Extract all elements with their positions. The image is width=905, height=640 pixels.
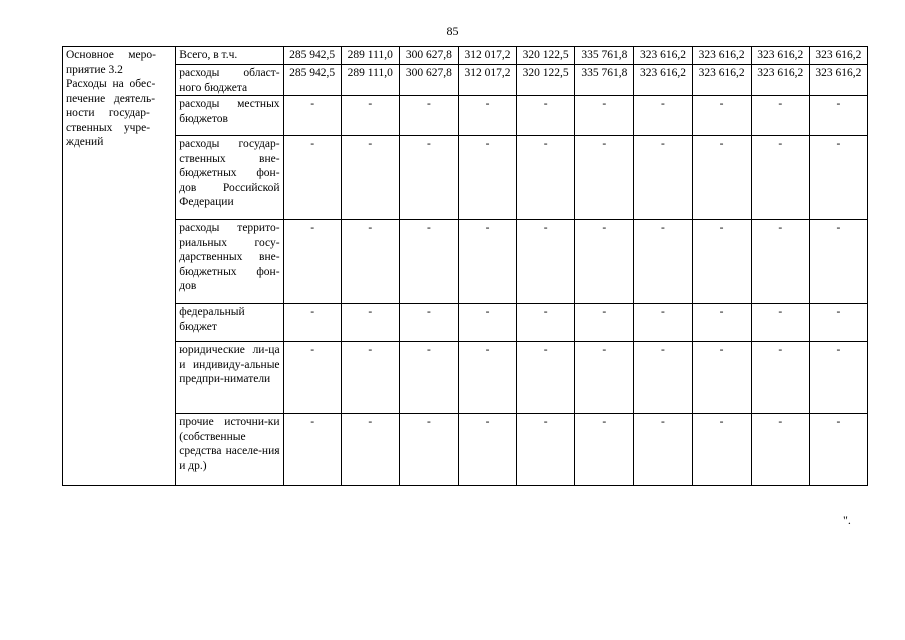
activity-line: Расходы на обес- bbox=[66, 78, 156, 90]
value-cell: 323 616,2 bbox=[809, 47, 867, 65]
table-row bbox=[63, 342, 868, 414]
value-cell: - bbox=[517, 304, 575, 342]
table-row bbox=[63, 96, 868, 136]
value-cell: - bbox=[751, 414, 809, 486]
value-cell: - bbox=[399, 342, 458, 414]
value-cell: 323 616,2 bbox=[751, 47, 809, 65]
value-cell: - bbox=[751, 96, 809, 136]
value-cell: - bbox=[517, 220, 575, 304]
value-cell: - bbox=[634, 304, 692, 342]
table-row bbox=[63, 136, 868, 220]
value-cell: 323 616,2 bbox=[751, 65, 809, 96]
value-cell: - bbox=[341, 414, 399, 486]
value-cell: - bbox=[634, 220, 692, 304]
value-cell: 335 761,8 bbox=[575, 65, 634, 96]
value-cell: 323 616,2 bbox=[634, 47, 692, 65]
value-cell: - bbox=[517, 136, 575, 220]
value-cell: - bbox=[341, 342, 399, 414]
budget-table bbox=[62, 46, 868, 486]
funding-source-cell: расходы област-ного бюджета bbox=[176, 65, 283, 96]
value-cell: - bbox=[458, 304, 516, 342]
value-cell: - bbox=[458, 414, 516, 486]
value-cell: - bbox=[575, 96, 634, 136]
value-cell: - bbox=[517, 96, 575, 136]
value-cell: - bbox=[809, 220, 867, 304]
table-row bbox=[63, 220, 868, 304]
activity-cell bbox=[63, 47, 176, 486]
value-cell: - bbox=[458, 136, 516, 220]
value-cell: - bbox=[634, 342, 692, 414]
value-cell: - bbox=[399, 414, 458, 486]
value-cell: - bbox=[399, 220, 458, 304]
value-cell: - bbox=[458, 96, 516, 136]
funding-source-cell: расходы террито-риальных госу-дарственных вне-бюджетных фон-дов bbox=[176, 220, 283, 304]
table-row bbox=[63, 304, 868, 342]
funding-source-cell: Всего, в т.ч. bbox=[176, 47, 283, 65]
value-cell: - bbox=[517, 414, 575, 486]
funding-source-cell: расходы государ-ственных вне-бюджетных фон-дов Российской Федерации bbox=[176, 136, 283, 220]
table-row bbox=[63, 414, 868, 486]
value-cell: - bbox=[399, 96, 458, 136]
value-cell: - bbox=[634, 136, 692, 220]
value-cell: 323 616,2 bbox=[809, 65, 867, 96]
value-cell: - bbox=[809, 342, 867, 414]
value-cell: - bbox=[458, 342, 516, 414]
value-cell: 300 627,8 bbox=[399, 65, 458, 96]
value-cell: 323 616,2 bbox=[692, 47, 751, 65]
value-cell: - bbox=[341, 96, 399, 136]
value-cell: - bbox=[283, 304, 341, 342]
table-row bbox=[63, 65, 868, 96]
value-cell: 289 111,0 bbox=[341, 47, 399, 65]
value-cell: 285 942,5 bbox=[283, 47, 341, 65]
funding-source-cell: расходы местных бюджетов bbox=[176, 96, 283, 136]
value-cell: - bbox=[809, 136, 867, 220]
budget-table-body bbox=[63, 47, 868, 486]
funding-source-cell: федеральный бюджет bbox=[176, 304, 283, 342]
value-cell: - bbox=[341, 136, 399, 220]
value-cell: - bbox=[399, 136, 458, 220]
value-cell: - bbox=[751, 342, 809, 414]
value-cell: - bbox=[751, 220, 809, 304]
value-cell: - bbox=[575, 304, 634, 342]
value-cell: - bbox=[692, 96, 751, 136]
value-cell: - bbox=[809, 96, 867, 136]
value-cell: - bbox=[751, 136, 809, 220]
value-cell: - bbox=[458, 220, 516, 304]
value-cell: - bbox=[575, 342, 634, 414]
value-cell: 285 942,5 bbox=[283, 65, 341, 96]
value-cell: - bbox=[809, 304, 867, 342]
value-cell: - bbox=[692, 304, 751, 342]
value-cell: 320 122,5 bbox=[517, 65, 575, 96]
funding-source-cell: прочие источни-ки (собственные средства населе-ния и др.) bbox=[176, 414, 283, 486]
value-cell: 320 122,5 bbox=[517, 47, 575, 65]
value-cell: - bbox=[575, 136, 634, 220]
value-cell: 335 761,8 bbox=[575, 47, 634, 65]
value-cell: - bbox=[809, 414, 867, 486]
value-cell: - bbox=[575, 414, 634, 486]
value-cell: - bbox=[341, 220, 399, 304]
value-cell: - bbox=[399, 304, 458, 342]
value-cell: 289 111,0 bbox=[341, 65, 399, 96]
value-cell: - bbox=[692, 414, 751, 486]
value-cell: - bbox=[634, 96, 692, 136]
activity-line: ности государ- bbox=[66, 107, 150, 119]
value-cell: - bbox=[634, 414, 692, 486]
value-cell: 312 017,2 bbox=[458, 65, 516, 96]
page-number: 85 bbox=[446, 24, 459, 38]
activity-line: Основное меро- bbox=[66, 49, 156, 61]
funding-source-cell: юридические ли-ца и индивиду-альные предпри-ниматели bbox=[176, 342, 283, 414]
value-cell: 312 017,2 bbox=[458, 47, 516, 65]
value-cell: - bbox=[517, 342, 575, 414]
value-cell: - bbox=[692, 220, 751, 304]
activity-line: печение деятель- bbox=[66, 92, 156, 105]
value-cell: - bbox=[692, 136, 751, 220]
value-cell: - bbox=[575, 220, 634, 304]
value-cell: 323 616,2 bbox=[692, 65, 751, 96]
value-cell: - bbox=[283, 220, 341, 304]
value-cell: - bbox=[283, 414, 341, 486]
closing-quote-mark: ". bbox=[843, 513, 851, 527]
activity-line: ждений bbox=[66, 136, 104, 148]
value-cell: - bbox=[751, 304, 809, 342]
value-cell: 323 616,2 bbox=[634, 65, 692, 96]
table-row bbox=[63, 47, 868, 65]
activity-line: ственных учре- bbox=[66, 121, 151, 134]
value-cell: - bbox=[283, 96, 341, 136]
value-cell: 300 627,8 bbox=[399, 47, 458, 65]
value-cell: - bbox=[692, 342, 751, 414]
value-cell: - bbox=[341, 304, 399, 342]
activity-line: приятие 3.2 bbox=[66, 63, 123, 76]
value-cell: - bbox=[283, 342, 341, 414]
value-cell: - bbox=[283, 136, 341, 220]
